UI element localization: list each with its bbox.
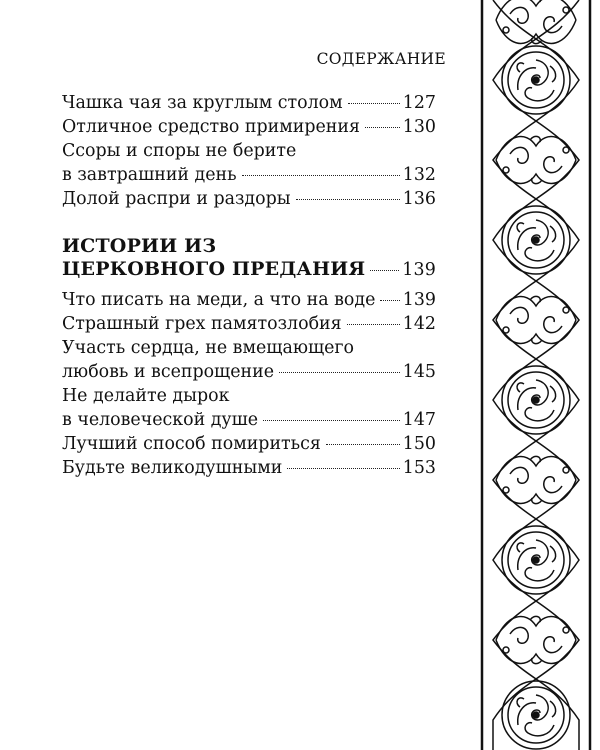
toc-page-number: 145 bbox=[402, 362, 436, 382]
section-title-line[interactable]: ИСТОРИИ ИЗ bbox=[62, 235, 217, 257]
page-header: СОДЕРЖАНИЕ bbox=[316, 50, 446, 68]
toc-entry-title: Чашка чая за круглым столом bbox=[62, 93, 343, 113]
dot-leader bbox=[242, 175, 400, 176]
toc-entry[interactable] bbox=[62, 91, 436, 115]
toc-entry-title: любовь и всепрощение bbox=[62, 362, 274, 382]
toc-page-number: 139 bbox=[402, 260, 436, 280]
toc-entry-title: Страшный грех памятозлобия bbox=[62, 314, 342, 334]
toc-entry-title: Будьте великодушными bbox=[62, 458, 283, 478]
toc-page-number: 142 bbox=[402, 314, 436, 334]
toc-entry-title: Лучший способ помириться bbox=[62, 434, 321, 454]
toc-entry[interactable] bbox=[62, 288, 436, 312]
toc-page-number: 132 bbox=[402, 165, 436, 185]
toc-entry-title-line[interactable]: Ссоры и споры не берите bbox=[62, 141, 297, 161]
toc-entry-title: Долой распри и раздоры bbox=[62, 189, 291, 209]
dot-leader bbox=[370, 270, 399, 271]
toc-page-number: 127 bbox=[402, 93, 436, 113]
dot-leader bbox=[347, 324, 400, 325]
toc-page-number: 147 bbox=[402, 410, 436, 430]
dot-leader bbox=[326, 444, 400, 445]
toc-page-number: 136 bbox=[402, 189, 436, 209]
toc-entry[interactable] bbox=[62, 360, 436, 384]
toc-entry[interactable] bbox=[62, 408, 436, 432]
section-entry[interactable] bbox=[62, 258, 436, 282]
dot-leader bbox=[365, 127, 400, 128]
toc-page-number: 139 bbox=[402, 290, 436, 310]
toc-entry[interactable] bbox=[62, 312, 436, 336]
toc-entry-title: Что писать на меди, а что на воде bbox=[62, 290, 376, 310]
toc-entry-title-line[interactable]: Не делайте дырок bbox=[62, 386, 230, 406]
ornamental-border bbox=[473, 0, 600, 750]
dot-leader bbox=[263, 420, 400, 421]
toc-entry-title: в человеческой душе bbox=[62, 410, 259, 430]
dot-leader bbox=[380, 300, 399, 301]
toc-entry[interactable] bbox=[62, 432, 436, 456]
toc-page-number: 150 bbox=[402, 434, 436, 454]
toc-page-number: 130 bbox=[402, 117, 436, 137]
toc-entry[interactable] bbox=[62, 115, 436, 139]
toc-entry-title-line[interactable]: Участь сердца, не вмещающего bbox=[62, 338, 355, 358]
toc-entry-title: в завтрашний день bbox=[62, 165, 237, 185]
dot-leader bbox=[287, 468, 399, 469]
toc-entry[interactable] bbox=[62, 456, 436, 480]
toc-section bbox=[62, 235, 436, 282]
toc-page-number: 153 bbox=[402, 458, 436, 478]
dot-leader bbox=[348, 103, 400, 104]
toc-group-1 bbox=[62, 91, 436, 211]
dot-leader bbox=[296, 199, 400, 200]
dot-leader bbox=[279, 372, 400, 373]
section-title: ЦЕРКОВНОГО ПРЕДАНИЯ bbox=[62, 258, 366, 280]
toc-entry-title: Отличное средство примирения bbox=[62, 117, 360, 137]
toc-group-2 bbox=[62, 288, 436, 480]
toc-entry[interactable] bbox=[62, 187, 436, 211]
toc-entry[interactable] bbox=[62, 163, 436, 187]
